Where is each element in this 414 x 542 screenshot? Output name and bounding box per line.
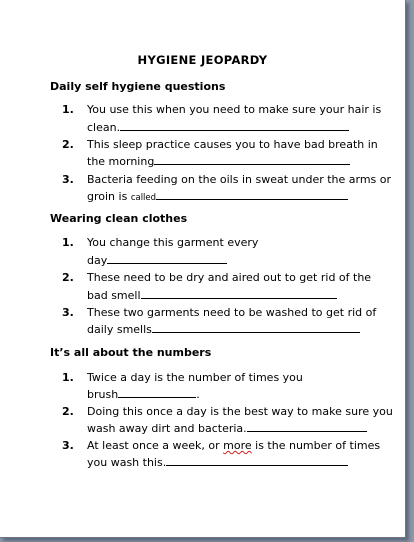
question-text: called <box>130 193 157 203</box>
section-heading-daily-hygiene: Daily self hygiene questions <box>50 80 226 93</box>
question-text: Bacteria feeding on the oils in sweat under the arms or <box>87 173 392 186</box>
question-number: 3. <box>62 173 74 186</box>
question-text: is the number of times <box>251 439 381 452</box>
question-text: bad smell <box>87 289 141 302</box>
question-number: 3. <box>62 306 74 319</box>
question-text: you wash this. <box>87 456 167 469</box>
answer-blank <box>118 388 196 398</box>
question-text-line <box>87 190 348 203</box>
question-text: the morning <box>87 155 155 168</box>
question-text: This sleep practice causes you to have bad breath in <box>87 138 378 151</box>
question-text-line <box>87 422 367 435</box>
section-heading-numbers: It’s all about the numbers <box>50 346 212 359</box>
answer-blank <box>152 323 360 333</box>
question-number: 3. <box>62 439 74 452</box>
question-text-line <box>87 121 349 134</box>
question-text: At least once a week, or <box>87 439 224 452</box>
document-title: HYGIENE JEOPARDY <box>137 53 268 67</box>
question-text-line <box>87 155 350 168</box>
question-number: 2. <box>62 138 74 151</box>
answer-blank <box>156 190 348 200</box>
answer-blank <box>120 121 349 131</box>
question-text: wash away dirt and bacteria. <box>87 422 247 435</box>
question-text-line <box>87 456 348 469</box>
question-text: Doing this once a day is the best way to make sure you <box>87 405 393 418</box>
question-text: groin is <box>87 190 128 203</box>
question-number: 1. <box>62 103 74 116</box>
question-text-line <box>87 439 380 452</box>
answer-blank <box>141 289 337 299</box>
question-text: You use this when you need to make sure your hair is <box>87 103 382 116</box>
question-number: 1. <box>62 371 74 384</box>
answer-blank <box>166 456 348 466</box>
question-text: . <box>196 388 200 401</box>
answer-blank <box>107 254 227 264</box>
question-text: brush <box>87 388 119 401</box>
question-text: daily smells <box>87 323 152 336</box>
spelling-flag: more <box>223 439 252 452</box>
question-number: 1. <box>62 236 74 249</box>
question-text: day <box>87 254 108 267</box>
question-text-line <box>87 254 227 267</box>
question-text: clean. <box>87 121 121 134</box>
question-text: These need to be dry and aired out to get rid of the <box>87 271 372 284</box>
question-number: 2. <box>62 271 74 284</box>
answer-blank <box>247 422 367 432</box>
question-text-line <box>87 323 360 336</box>
section-heading-clean-clothes: Wearing clean clothes <box>50 212 188 225</box>
question-number: 2. <box>62 405 74 418</box>
question-text-line <box>87 388 200 401</box>
question-text: You change this garment every <box>87 236 259 249</box>
question-text-line <box>87 289 337 302</box>
question-text: These two garments need to be washed to get rid of <box>87 306 377 319</box>
question-text: Twice a day is the number of times you <box>87 371 303 384</box>
answer-blank <box>154 155 350 165</box>
